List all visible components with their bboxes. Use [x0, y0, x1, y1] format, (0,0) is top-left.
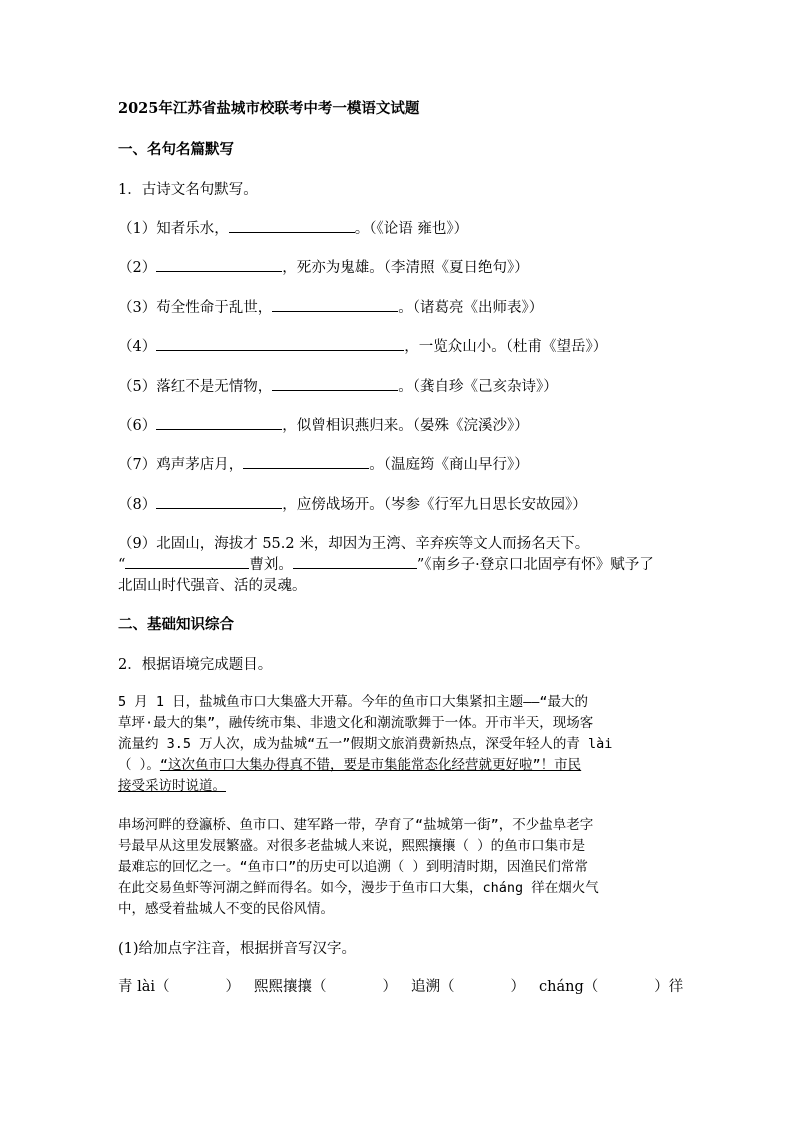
recitation-item-9-line-1: （9）北固山，海拔才 55.2 米，却因为王湾、辛弃疾等文人而扬名天下。 [118, 536, 590, 552]
answer-blank[interactable] [156, 336, 404, 351]
pinyin-item-4-close: ）徉 [654, 979, 684, 995]
passage-1-line-3: 流量约 3.5 万人次，成为盐城“五一”假期文旅消费新热点，深受年轻人的青 lài [118, 736, 613, 752]
item-8-prefix: （8） [118, 497, 157, 513]
recitation-item-9-line-3: 北固山时代强音、活的灵魂。 [118, 578, 307, 594]
passage-1-line-5 [118, 776, 226, 796]
answer-blank[interactable] [272, 376, 398, 391]
section-heading-2: 二、基础知识综合 [118, 616, 234, 633]
recitation-item-8 [118, 493, 587, 514]
item-4-prefix: （4） [118, 339, 157, 355]
item-3-suffix: 。（诸葛亮《出师表》） [398, 300, 544, 316]
question-2-stem: 2．根据语境完成题目。 [118, 657, 273, 673]
section-heading-1: 一、名句名篇默写 [118, 141, 234, 158]
passage-2-line-1: 串场河畔的登瀛桥、鱼市口、建军路一带，孕育了“盐城第一街”，不少盐阜老字 [118, 817, 594, 833]
answer-blank[interactable] [229, 218, 355, 233]
recitation-item-2 [118, 256, 529, 277]
pinyin-item-1-open: 青 lài（ [118, 979, 170, 995]
item-5-suffix: 。（龚自珍《己亥杂诗》） [398, 379, 558, 395]
answer-blank[interactable] [272, 297, 398, 312]
recitation-item-6 [118, 414, 529, 435]
pinyin-item-2-open: 熙熙攘攘（ [254, 979, 327, 995]
pinyin-item-1-close: ） [225, 979, 241, 995]
question-1-stem: 1．古诗文名句默写。 [118, 182, 258, 198]
item-5-prefix: （5）落红不是无情物， [118, 379, 273, 395]
underlined-sentence: “这次鱼市口大集办得真不错，要是市集能常态化经营就更好啦”！市民 [159, 757, 582, 773]
answer-blank[interactable] [156, 257, 282, 272]
item-1-prefix: （1）知者乐水， [118, 221, 229, 237]
item-3-prefix: （3）苟全性命于乱世， [118, 300, 273, 316]
page-title: 2025年江苏省盐城市校联考中考一模语文试题 [118, 100, 420, 117]
passage-1-line-1: 5 月 1 日，盐城鱼市口大集盛大开幕。今年的鱼市口大集紧扣主题——“最大的 [118, 694, 589, 710]
item-6-prefix: （6） [118, 418, 157, 434]
item-7-prefix: （7）鸡声茅店月， [118, 457, 244, 473]
pinyin-item-2-close: ） [382, 979, 398, 995]
answer-blank[interactable] [243, 454, 369, 469]
pinyin-answer-row [118, 975, 683, 996]
recitation-item-3 [118, 296, 543, 317]
passage-2-line-3: 最难忘的回忆之一。“鱼市口”的历史可以追溯（ ）到明清时期，因渔民们常常 [118, 859, 588, 875]
item-9-mid-text: 曹刘。 [249, 557, 293, 573]
item-4-suffix: ，一览众山小。（杜甫《望岳》） [404, 339, 608, 355]
item-2-suffix: ，死亦为鬼雄。（李清照《夏日绝句》） [282, 260, 529, 276]
recitation-item-9-line-2 [118, 553, 654, 574]
item-8-suffix: ，应傍战场开。（岑参《行军九日思长安故园》） [282, 497, 587, 513]
sub-question-1: (1)给加点字注音，根据拼音写汉字。 [118, 941, 357, 957]
passage-1-line-4 [118, 755, 581, 775]
pinyin-item-3-close: ） [510, 979, 526, 995]
recitation-item-7 [118, 453, 529, 474]
open-quote: “ [118, 557, 126, 573]
pinyin-item-3-open: 追溯（ [411, 979, 455, 995]
answer-blank[interactable] [156, 494, 282, 509]
item-7-suffix: 。（温庭筠《商山早行》） [369, 457, 529, 473]
passage-2-line-4: 在此交易鱼虾等河湖之鲜而得名。如今，漫步于鱼市口大集，cháng 徉在烟火气 [118, 880, 599, 896]
item-2-prefix: （2） [118, 260, 157, 276]
passage-1-line-2: 草坪·最大的集”，融传统市集、非遗文化和潮流歌舞于一体。开市半天，现场客 [118, 715, 594, 731]
item-9-suffix: ”《南乡子·登京口北固亭有怀》赋予了 [416, 557, 654, 573]
passage-2-line-2: 号最早从这里发展繁盛。对很多老盐城人来说，熙熙攘攘（ ）的鱼市口集市是 [118, 838, 586, 854]
recitation-item-5 [118, 375, 558, 396]
recitation-item-1 [118, 217, 468, 238]
item-1-suffix: 。（《论语 雍也》） [354, 221, 469, 237]
answer-blank[interactable] [125, 554, 249, 569]
underlined-sentence-end: 接受采访时说道。 [118, 778, 226, 794]
item-6-suffix: ，似曾相识燕归来。（晏殊《浣溪沙》） [282, 418, 529, 434]
answer-blank[interactable] [156, 415, 282, 430]
pinyin-item-4-open: cháng（ [539, 979, 599, 995]
passage-1-blank-paren: （ ）。 [118, 757, 160, 773]
recitation-item-4 [118, 335, 607, 356]
passage-2-line-5: 中，感受着盐城人不变的民俗风情。 [118, 901, 334, 917]
answer-blank[interactable] [293, 554, 417, 569]
